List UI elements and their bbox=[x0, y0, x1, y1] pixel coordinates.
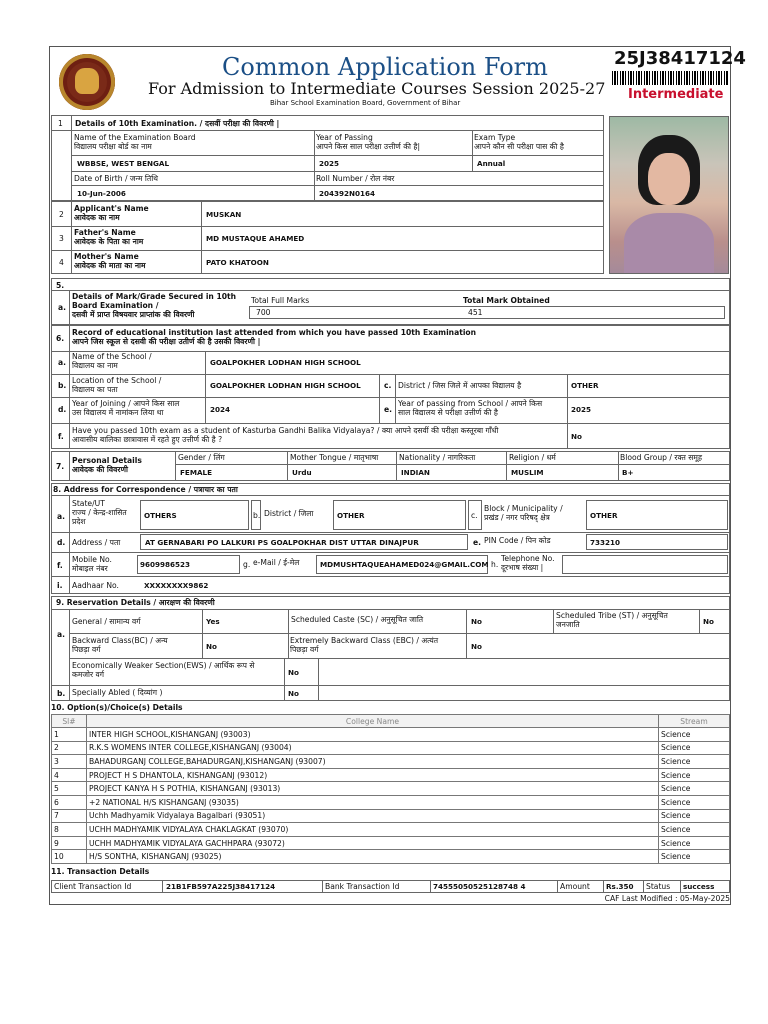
section-9-title: 9. Reservation Details / आरक्षण की विवरणी bbox=[56, 598, 215, 607]
kgbv-label: Have you passed 10th exam as a student of Kasturba Gandhi Balika Vidyalaya? / क्या आपने दसवीं की परीक्षा कस्तूरबा गाँधी bbox=[72, 426, 499, 435]
ews-value: No bbox=[288, 668, 299, 677]
section-8-title: 8. Address for Correspondence / पत्राचार का पता bbox=[53, 485, 238, 494]
personal-details-label-hi: आवेदक की विवरणी bbox=[72, 465, 128, 474]
section-6-num: 6. bbox=[56, 334, 65, 343]
telephone-label: Telephone No. bbox=[501, 554, 555, 563]
state-label-3: प्रदेश bbox=[72, 517, 86, 526]
gender-value: FEMALE bbox=[180, 468, 213, 477]
row-stream: Science bbox=[659, 809, 730, 823]
item-8g: g. bbox=[243, 560, 251, 569]
state-label: State/UT bbox=[72, 499, 105, 508]
table-row bbox=[52, 836, 730, 850]
col-college: College Name bbox=[87, 715, 659, 728]
address-label: Address / पता bbox=[72, 538, 121, 547]
ebc-value: No bbox=[471, 642, 482, 651]
row-college: PROJECT H S DHANTOLA, KISHANGANJ (93012) bbox=[87, 768, 659, 782]
exam-type-label-hi: आपने कौन सी परीक्षा पास की है bbox=[474, 142, 564, 151]
block-label-2: प्रखंड / नगर परिषद् क्षेत्र bbox=[484, 513, 550, 522]
section-6-title-hi: आपने जिस स्कूल से दसवी की परीक्षा उतीर्ण की है उसकी विवरणी | bbox=[72, 337, 261, 346]
table-row bbox=[52, 755, 730, 769]
item-8e: e. bbox=[473, 538, 482, 547]
item-b: b. bbox=[58, 381, 67, 390]
year-value: 2025 bbox=[319, 159, 340, 168]
bc-value: No bbox=[206, 642, 217, 651]
applicant-name-value: MUSKAN bbox=[206, 210, 242, 219]
row-stream: Science bbox=[659, 823, 730, 837]
section-3-num: 3 bbox=[59, 234, 64, 243]
ews-label-2: कमजोर वर्ग bbox=[72, 670, 104, 679]
bank-txn-label: Bank Transaction Id bbox=[325, 882, 400, 891]
row-college: R.K.S WOMENS INTER COLLEGE,KISHANGANJ (93004) bbox=[87, 741, 659, 755]
item-d: d. bbox=[58, 405, 67, 414]
table-row bbox=[52, 823, 730, 837]
bc-label: Backward Class(BC) / अन्य bbox=[72, 636, 168, 645]
row-college: BAHADURGANJ COLLEGE,BAHADURGANJ,KISHANGANJ (93007) bbox=[87, 755, 659, 769]
joining-year-label: Year of Joining / आपने किस साल bbox=[72, 399, 180, 408]
row-stream: Science bbox=[659, 728, 730, 742]
location-label-hi: विद्यालय का पता bbox=[72, 385, 118, 394]
section-6-title: Record of educational institution last attended from which you have passed 10th Examination bbox=[72, 328, 477, 337]
col-sl: Sl# bbox=[52, 715, 87, 728]
last-modified: CAF Last Modified : 05-May-2025 bbox=[604, 894, 730, 903]
table-row bbox=[52, 768, 730, 782]
col-stream: Stream bbox=[659, 715, 730, 728]
specially-abled-value: No bbox=[288, 689, 299, 698]
address-value: AT GERNABARI PO LALKURI PS GOALPOKHAR DIST UTTAR DINAJPUR bbox=[145, 538, 419, 547]
roll-label: Roll Number / रोल नंबर bbox=[316, 174, 395, 183]
blood-group-value: B+ bbox=[622, 468, 634, 477]
status-value: success bbox=[683, 882, 715, 891]
table-row bbox=[52, 795, 730, 809]
district-label: District / जिला bbox=[264, 509, 314, 518]
item-8a: a. bbox=[57, 512, 66, 521]
item-9b: b. bbox=[57, 689, 66, 698]
stream-heading: Intermediate bbox=[628, 87, 724, 102]
obtained-marks-label: Total Mark Obtained bbox=[463, 296, 550, 305]
exam-type-value: Annual bbox=[477, 159, 506, 168]
applicant-name-label-hi: आवेदक का नाम bbox=[74, 213, 120, 222]
item-e: e. bbox=[384, 405, 393, 414]
school-value: GOALPOKHER LODHAN HIGH SCHOOL bbox=[210, 358, 361, 367]
row-sl: 6 bbox=[52, 795, 87, 809]
item-8h: h. bbox=[491, 560, 499, 569]
father-name-label: Father's Name bbox=[74, 228, 136, 237]
joining-year-label-hi: उस विद्यालय में नामांकन लिया था bbox=[72, 408, 164, 417]
school-district-label: District / जिस जिले में आपका विद्यालय है bbox=[398, 381, 522, 390]
row-stream: Science bbox=[659, 795, 730, 809]
year-label: Year of Passing bbox=[316, 133, 373, 142]
item-a: a. bbox=[58, 358, 67, 367]
item-8c: c. bbox=[471, 511, 478, 520]
telephone-value-box bbox=[562, 555, 728, 574]
row-stream: Science bbox=[659, 836, 730, 850]
item-8f: f. bbox=[57, 561, 63, 570]
personal-details-label: Personal Details bbox=[72, 456, 142, 465]
marks-row bbox=[249, 306, 725, 319]
section-7-num: 7. bbox=[56, 462, 65, 471]
section-1-num: 1 bbox=[58, 119, 63, 128]
kgbv-label-2: आवासीय बालिका छात्रावास में रहते हुए उत्तीर्ण की है ? bbox=[72, 435, 223, 444]
row-sl: 10 bbox=[52, 850, 87, 864]
row-college: PROJECT KANYA H S POTHIA, KISHANGANJ (93013) bbox=[87, 782, 659, 796]
marks-label-hi: दसवी में प्राप्त विषयवार प्राप्तांक की विवरणी bbox=[72, 310, 195, 319]
item-8b: b. bbox=[253, 511, 261, 520]
mother-tongue-label: Mother Tongue / मातृभाषा bbox=[290, 453, 379, 462]
email-value: MDMUSHTAQUEAHAMED024@GMAIL.COM bbox=[320, 560, 489, 569]
section-1-title: Details of 10th Examination. / दसवीं परीक्षा की विवरणी | bbox=[75, 119, 280, 128]
row-sl: 3 bbox=[52, 755, 87, 769]
row-stream: Science bbox=[659, 755, 730, 769]
religion-value: MUSLIM bbox=[511, 468, 544, 477]
obtained-marks-value: 451 bbox=[468, 308, 483, 317]
blood-group-label: Blood Group / रक्त समूह bbox=[620, 453, 702, 462]
client-txn-value: 21B1FB597A225J38417124 bbox=[166, 882, 276, 891]
row-sl: 2 bbox=[52, 741, 87, 755]
section-11-title: 11. Transaction Details bbox=[51, 867, 150, 876]
email-label: e-Mail / ई-मेल bbox=[253, 558, 300, 567]
row-college: INTER HIGH SCHOOL,KISHANGANJ (93003) bbox=[87, 728, 659, 742]
father-name-value: MD MUSTAQUE AHAMED bbox=[206, 234, 305, 243]
passing-year-label-hi: साल विद्यालय से परीक्षा उत्तीर्ण की है bbox=[398, 408, 498, 417]
row-college: UCHH MADHYAMIK VIDYALAYA CHAKLAGKAT (93070) bbox=[87, 823, 659, 837]
mobile-label: Mobile No. bbox=[72, 555, 112, 564]
form-subtitle: For Admission to Intermediate Courses Session 2025-27 bbox=[148, 79, 606, 98]
nationality-value: INDIAN bbox=[401, 468, 430, 477]
school-district-value: OTHER bbox=[571, 381, 599, 390]
pin-value: 733210 bbox=[590, 538, 621, 547]
registration-number: 25J38417124 bbox=[614, 48, 746, 69]
sc-label: Scheduled Caste (SC) / अनुसूचित जाति bbox=[291, 615, 424, 624]
dob-label: Date of Birth / जन्म तिथि bbox=[74, 174, 159, 183]
marks-label: Details of Mark/Grade Secured in 10th bbox=[72, 292, 237, 301]
row-college: UCHH MADHYAMIK VIDYALAYA GACHHPARA (93072) bbox=[87, 836, 659, 850]
year-label-hi: आपने किस साल परीक्षा उत्तीर्ण की है| bbox=[316, 142, 421, 151]
row-college: +2 NATIONAL H/S KISHANGANJ (93035) bbox=[87, 795, 659, 809]
block-value: OTHER bbox=[590, 511, 618, 520]
district-value: OTHER bbox=[337, 511, 365, 520]
section-10-title: 10. Option(s)/Choice(s) Details bbox=[51, 703, 183, 712]
board-seal-icon bbox=[59, 54, 115, 110]
item-f: f. bbox=[58, 432, 64, 441]
location-value: GOALPOKHER LODHAN HIGH SCHOOL bbox=[210, 381, 361, 390]
item-8i: i. bbox=[57, 581, 63, 590]
kgbv-value: No bbox=[571, 432, 582, 441]
bc-label-2: पिछड़ा वर्ग bbox=[72, 645, 101, 654]
applicant-photo bbox=[609, 116, 729, 274]
row-sl: 4 bbox=[52, 768, 87, 782]
status-label: Status bbox=[646, 882, 671, 891]
aadhaar-value: XXXXXXXX9862 bbox=[144, 581, 209, 590]
passing-year-label: Year of passing from School / आपने किस bbox=[398, 399, 543, 408]
block-label: Block / Municipality / bbox=[484, 504, 563, 513]
table-row bbox=[52, 782, 730, 796]
row-sl: 1 bbox=[52, 728, 87, 742]
table-row bbox=[52, 728, 730, 742]
row-college: H/S SONTHA, KISHANGANJ (93025) bbox=[87, 850, 659, 864]
passing-year-value: 2025 bbox=[571, 405, 592, 414]
section-4-num: 4 bbox=[59, 258, 64, 267]
school-label-hi: विद्यालय का नाम bbox=[72, 361, 118, 370]
form-title: Common Application Form bbox=[222, 53, 548, 81]
ebc-label-2: पिछड़ा वर्ग bbox=[290, 645, 319, 654]
total-marks-value: 700 bbox=[256, 308, 271, 317]
barcode-icon bbox=[612, 71, 728, 85]
roll-value: 204392N0164 bbox=[319, 189, 376, 198]
row-sl: 8 bbox=[52, 823, 87, 837]
general-value: Yes bbox=[206, 617, 220, 626]
location-label: Location of the School / bbox=[72, 376, 162, 385]
specially-abled-label: Specially Abled ( दिव्यांग ) bbox=[72, 688, 163, 697]
st-label-2: जनजाति bbox=[556, 620, 580, 629]
section-2-num: 2 bbox=[59, 210, 64, 219]
board-value: WBBSE, WEST BENGAL bbox=[77, 159, 170, 168]
father-name-label-hi: आवेदक के पिता का नाम bbox=[74, 237, 144, 246]
applicant-name-label: Applicant's Name bbox=[74, 204, 149, 213]
row-sl: 9 bbox=[52, 836, 87, 850]
mother-name-value: PATO KHATOON bbox=[206, 258, 269, 267]
amount-label: Amount bbox=[560, 882, 590, 891]
table-row bbox=[52, 809, 730, 823]
row-college: Uchh Madhyamik Vidyalaya Bagalbari (93051) bbox=[87, 809, 659, 823]
amount-value: Rs.350 bbox=[606, 882, 634, 891]
bank-txn-value: 74555050525128748 4 bbox=[433, 882, 526, 891]
row-stream: Science bbox=[659, 850, 730, 864]
nationality-label: Nationality / नागरिकता bbox=[399, 453, 476, 462]
section-5-num: 5. bbox=[56, 281, 65, 290]
aadhaar-label: Aadhaar No. bbox=[72, 581, 119, 590]
board-label-hi: विद्यालय परीक्षा बोर्ड का नाम bbox=[74, 142, 152, 151]
total-marks-label: Total Full Marks bbox=[251, 296, 310, 305]
item-8d: d. bbox=[57, 538, 66, 547]
row-stream: Science bbox=[659, 782, 730, 796]
row-sl: 7 bbox=[52, 809, 87, 823]
religion-label: Religion / धर्म bbox=[509, 453, 556, 462]
mother-name-label: Mother's Name bbox=[74, 252, 139, 261]
board-name: Bihar School Examination Board, Government of Bihar bbox=[270, 99, 461, 107]
item-c: c. bbox=[384, 381, 392, 390]
section-5-sub: a. bbox=[58, 303, 67, 312]
ews-label: Economically Weaker Section(EWS) / आर्थिक रूप से bbox=[72, 661, 255, 670]
mobile-value: 9609986523 bbox=[140, 560, 191, 569]
mother-name-label-hi: आवेदक की माता का नाम bbox=[74, 261, 146, 270]
table-row bbox=[52, 741, 730, 755]
sc-value: No bbox=[471, 617, 482, 626]
client-txn-label: Client Transaction Id bbox=[54, 882, 132, 891]
telephone-label-2: दूरभाष संख्या | bbox=[501, 563, 544, 572]
st-value: No bbox=[703, 617, 714, 626]
dob-value: 10-Jun-2006 bbox=[77, 189, 126, 198]
options-table bbox=[51, 714, 730, 864]
school-label: Name of the School / bbox=[72, 352, 152, 361]
gender-label: Gender / लिंग bbox=[178, 453, 225, 462]
st-label: Scheduled Tribe (ST) / अनुसूचित bbox=[556, 611, 668, 620]
exam-type-label: Exam Type bbox=[474, 133, 516, 142]
row-stream: Science bbox=[659, 768, 730, 782]
joining-year-value: 2024 bbox=[210, 405, 231, 414]
mother-tongue-value: Urdu bbox=[292, 468, 312, 477]
pin-label: PIN Code / पिन कोड bbox=[484, 536, 551, 545]
ebc-label: Extremely Backward Class (EBC) / अत्यंत bbox=[290, 636, 439, 645]
table-row bbox=[52, 850, 730, 864]
row-stream: Science bbox=[659, 741, 730, 755]
item-9a: a. bbox=[57, 630, 66, 639]
marks-label-2: Board Examination / bbox=[72, 301, 159, 310]
state-value: OTHERS bbox=[144, 511, 177, 520]
mobile-label-2: मोबाइल नंबर bbox=[72, 564, 108, 573]
state-label-2: राज्य / केन्द्र-शासित bbox=[72, 508, 127, 517]
row-sl: 5 bbox=[52, 782, 87, 796]
board-label: Name of the Examination Board bbox=[74, 133, 196, 142]
general-label: General / सामान्य वर्ग bbox=[72, 617, 141, 626]
